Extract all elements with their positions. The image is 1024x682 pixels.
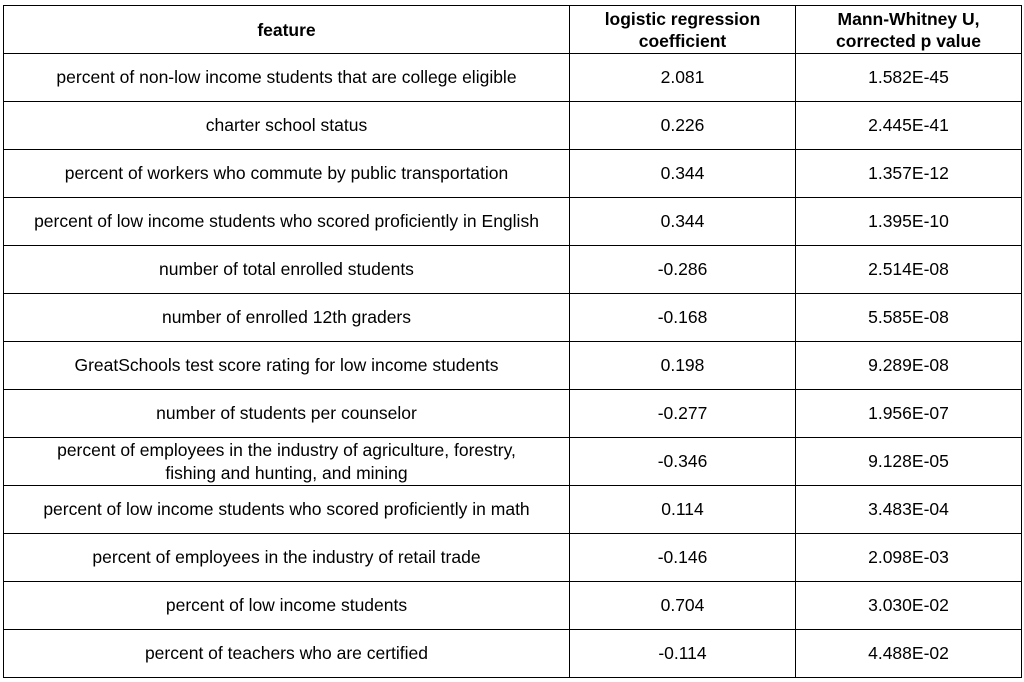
coefficient-cell: -0.114 <box>570 630 796 678</box>
p-value-cell: 2.514E-08 <box>796 246 1022 294</box>
table-row <box>4 486 1022 534</box>
table-row <box>4 390 1022 438</box>
table-row <box>4 630 1022 678</box>
table-row <box>4 534 1022 582</box>
coefficient-cell: 0.344 <box>570 198 796 246</box>
coefficient-cell: -0.286 <box>570 246 796 294</box>
p-value-cell: 2.445E-41 <box>796 102 1022 150</box>
table-row <box>4 150 1022 198</box>
header-coefficient-line2: coefficient <box>638 30 727 51</box>
p-value-cell: 5.585E-08 <box>796 294 1022 342</box>
feature-cell: percent of low income students who scored proficiently in English <box>4 198 570 246</box>
header-coefficient <box>570 6 796 54</box>
p-value-cell: 3.030E-02 <box>796 582 1022 630</box>
p-value-cell: 4.488E-02 <box>796 630 1022 678</box>
p-value-cell: 1.395E-10 <box>796 198 1022 246</box>
coefficient-cell: -0.277 <box>570 390 796 438</box>
p-value-cell: 2.098E-03 <box>796 534 1022 582</box>
header-p-value <box>796 6 1022 54</box>
coefficient-cell: -0.346 <box>570 438 796 486</box>
feature-cell: number of total enrolled students <box>4 246 570 294</box>
feature-cell <box>4 438 570 486</box>
results-table <box>3 5 1022 678</box>
coefficient-cell: 0.704 <box>570 582 796 630</box>
feature-cell: percent of non-low income students that are college eligible <box>4 54 570 102</box>
coefficient-cell: 0.344 <box>570 150 796 198</box>
coefficient-cell: 0.114 <box>570 486 796 534</box>
feature-cell-line1: percent of employees in the industry of agriculture, forestry, <box>57 439 516 460</box>
p-value-cell: 1.956E-07 <box>796 390 1022 438</box>
feature-cell: GreatSchools test score rating for low income students <box>4 342 570 390</box>
table-row <box>4 246 1022 294</box>
header-feature: feature <box>4 6 570 54</box>
feature-cell: percent of low income students <box>4 582 570 630</box>
p-value-cell: 3.483E-04 <box>796 486 1022 534</box>
header-row <box>4 6 1022 54</box>
table-row <box>4 54 1022 102</box>
feature-cell-line2: fishing and hunting, and mining <box>165 462 408 483</box>
coefficient-cell: -0.146 <box>570 534 796 582</box>
feature-cell: percent of teachers who are certified <box>4 630 570 678</box>
header-p-value-line1: Mann-Whitney U, <box>837 8 980 29</box>
p-value-cell: 9.289E-08 <box>796 342 1022 390</box>
header-p-value-line2: corrected p value <box>836 30 981 51</box>
feature-cell: number of enrolled 12th graders <box>4 294 570 342</box>
feature-cell: charter school status <box>4 102 570 150</box>
coefficient-cell: 0.198 <box>570 342 796 390</box>
feature-cell: percent of workers who commute by public transportation <box>4 150 570 198</box>
feature-cell: number of students per counselor <box>4 390 570 438</box>
table-row <box>4 438 1022 486</box>
table-row <box>4 198 1022 246</box>
p-value-cell: 1.582E-45 <box>796 54 1022 102</box>
table-row <box>4 342 1022 390</box>
table-row <box>4 582 1022 630</box>
header-coefficient-line1: logistic regression <box>604 8 761 29</box>
feature-cell: percent of employees in the industry of retail trade <box>4 534 570 582</box>
p-value-cell: 1.357E-12 <box>796 150 1022 198</box>
coefficient-cell: 0.226 <box>570 102 796 150</box>
coefficient-cell: 2.081 <box>570 54 796 102</box>
table-row <box>4 294 1022 342</box>
table-row <box>4 102 1022 150</box>
coefficient-cell: -0.168 <box>570 294 796 342</box>
feature-cell: percent of low income students who scored proficiently in math <box>4 486 570 534</box>
p-value-cell: 9.128E-05 <box>796 438 1022 486</box>
